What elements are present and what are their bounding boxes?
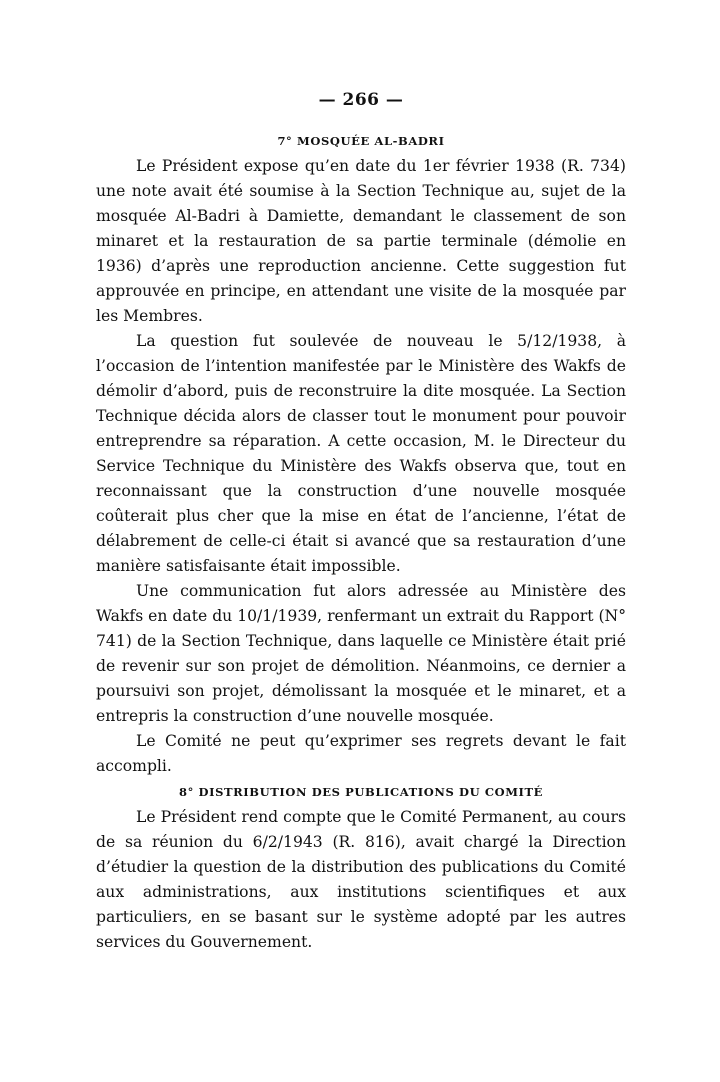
- section-distribution-publications: [96, 785, 626, 955]
- paragraph: La question fut soulevée de nouveau le 5/12/1938, à l’occasion de l’intention manifestée par le Ministère des Wakfs de démolir d’abord, puis de reconstruire la dite mosquée. La Section Technique décida alors de classer tout le monument pour pouvoir entreprendre sa réparation. A cette occasion, M. le Directeur du Service Technique du Ministère des Wakfs observa que, tout en reconnaissant que la construction d’une nouvelle mosquée coûterait plus cher que la mise en état de l’ancienne, l’état de délabrement de celle-ci était si avancé que sa restauration d’une manière satisfaisante était impossible.: [96, 332, 626, 575]
- document-page: [96, 90, 626, 955]
- page-number: — 266 —: [318, 90, 404, 110]
- paragraph: Une communication fut alors adressée au Ministère des Wakfs en date du 10/1/1939, renfermant un extrait du Rapport (N° 741) de la Section Technique, dans laquelle ce Ministère était prié de revenir sur son projet de démolition. Néanmoins, ce dernier a poursuivi son projet, démolissant la mosquée et le minaret, et a entrepris la construction d’une nouvelle mosquée.: [96, 582, 626, 725]
- section-heading: 8° DISTRIBUTION DES PUBLICATIONS DU COMITÉ: [178, 785, 544, 799]
- section-heading: 7° MOSQUÉE AL-BADRI: [277, 134, 445, 148]
- paragraph: Le Président rend compte que le Comité Permanent, au cours de sa réunion du 6/2/1943 (R. 816), avait chargé la Direction d’étudier la question de la distribution des publications du Comité aux administrations, aux institutions scientifiques et aux particuliers, en se basant sur le système adopté par les autres services du Gouvernement.: [96, 808, 626, 951]
- paragraph: Le Président expose qu’en date du 1er février 1938 (R. 734) une note avait été soumise à la Section Technique au, sujet de la mosquée Al-Badri à Damiette, demandant le classement de son minaret et la restauration de sa partie terminale (démolie en 1936) d’après une reproduction ancienne. Cette suggestion fut approuvée en principe, en attendant une visite de la mosquée par les Membres.: [96, 157, 626, 325]
- paragraph: Le Comité ne peut qu’exprimer ses regrets devant le fait accompli.: [96, 732, 626, 775]
- section-mosquee-al-badri: [96, 134, 626, 779]
